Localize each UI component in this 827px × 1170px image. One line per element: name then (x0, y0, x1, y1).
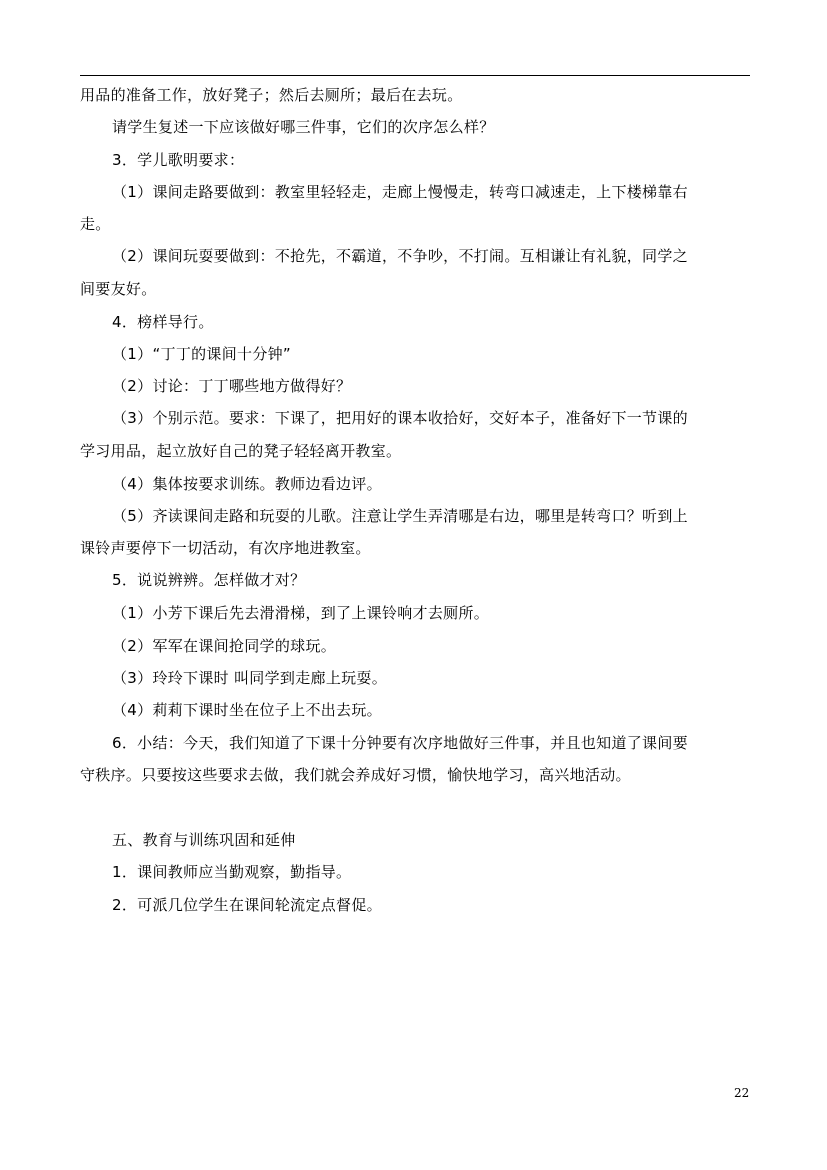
text-line: （3）玲玲下课时 叫同学到走廊上玩耍。 (112, 669, 388, 687)
text-line: 2．可派几位学生在课间轮流定点督促。 (112, 896, 382, 914)
text-line: 4．榜样导行。 (112, 313, 214, 331)
text-line: 走。 (80, 215, 111, 233)
text-line: （1）课间走路要做到：教室里轻轻走，走廊上慢慢走，转弯口减速走，上下楼梯靠右 (112, 183, 688, 201)
text-line: 课铃声要停下一切活动，有次序地进教室。 (80, 539, 371, 557)
text-line: （1）小芳下课后先去滑滑梯，到了上课铃响才去厕所。 (112, 604, 490, 622)
text-line: 间要友好。 (80, 280, 157, 298)
text-line: （5）齐读课间走路和玩耍的儿歌。注意让学生弄清哪是右边，哪里是转弯口？听到上 (112, 507, 688, 525)
text-line: （2）军军在课间抢同学的球玩。 (112, 637, 337, 655)
text-line: 5．说说辨辨。怎样做才对？ (112, 571, 306, 589)
text-line: 用品的准备工作，放好凳子；然后去厕所；最后在去玩。 (80, 86, 463, 104)
text-line: （2）讨论：丁丁哪些地方做得好？ (112, 377, 352, 395)
text-line: （3）个别示范。要求：下课了，把用好的课本收拾好，交好本子，准备好下一节课的 (112, 409, 688, 427)
text-line: 守秩序。只要按这些要求去做，我们就会养成好习惯，愉快地学习，高兴地活动。 (80, 766, 631, 784)
text-line: （4）莉莉下课时坐在位子上不出去玩。 (112, 701, 382, 719)
text-line: 6．小结：今天，我们知道了下课十分钟要有次序地做好三件事，并且也知道了课间要 (112, 734, 688, 752)
text-line: （4）集体按要求训练。教师边看边评。 (112, 475, 382, 493)
text-line: 3．学儿歌明要求： (112, 151, 245, 169)
text-line: （1）“丁丁的课间十分钟” (112, 345, 291, 363)
header-rule (80, 75, 750, 76)
text-line: 请学生复述一下应该做好哪三件事，它们的次序怎么样？ (112, 118, 495, 136)
page-number: 22 (734, 1086, 750, 1100)
text-line: 学习用品，起立放好自己的凳子轻轻离开教室。 (80, 442, 402, 460)
section-heading: 五、教育与训练巩固和延伸 (112, 831, 296, 849)
text-line: 1．课间教师应当勤观察，勤指导。 (112, 863, 352, 881)
text-line: （2）课间玩耍要做到：不抢先，不霸道，不争吵，不打闹。互相谦让有礼貌，同学之 (112, 247, 688, 265)
